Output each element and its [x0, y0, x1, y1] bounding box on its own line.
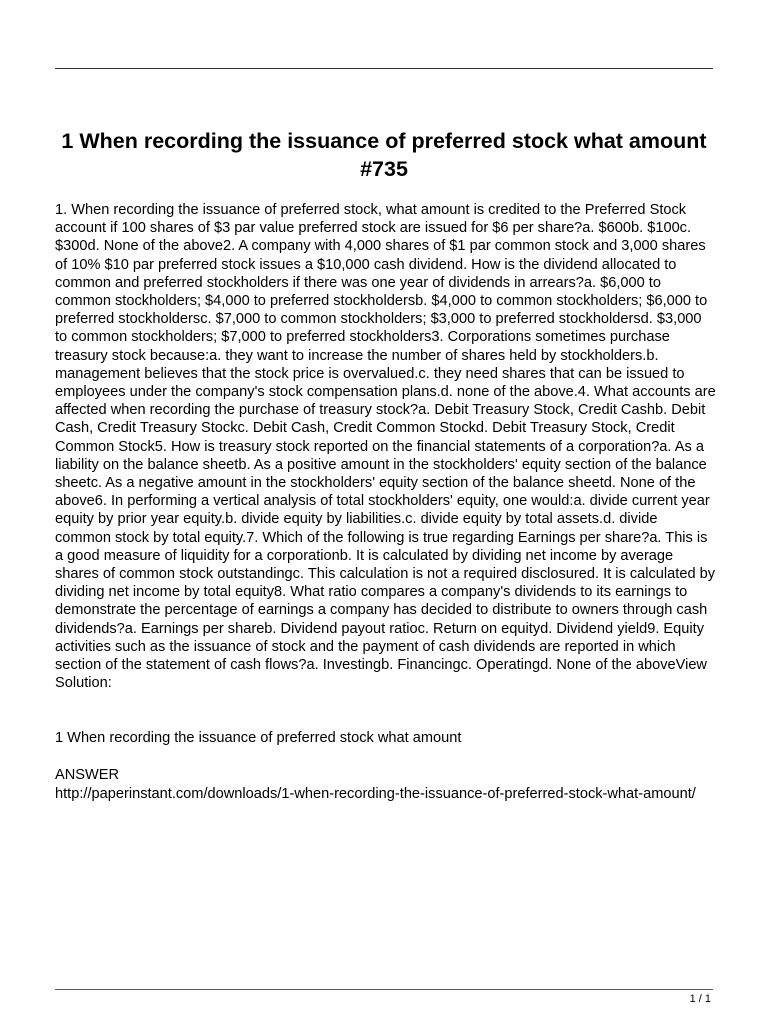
answer-label: ANSWER	[55, 767, 120, 783]
answer-link[interactable]: http://paperinstant.com/downloads/1-when-recording-the-issuance-of-preferred-stock-what-amount/	[55, 786, 696, 802]
document-body: 1. When recording the issuance of preferred stock, what amount is credited to the Preferred Stock account if 100 shares of $3 par value preferred stock are issued for $6 per share?a. $600b. $100c. $300d. None of the above2. A company with 4,000 shares of $1 par common stock and 3,000 shares of 10% $10 par preferred stock issues a $10,000 cash dividend. How is the dividend allocated to common and preferred stockholders if there was one year of dividends in arrears?a. $6,000 to common stockholders; $4,000 to preferred stockholdersb. $4,000 to common stockholders; $6,000 to preferred stockholdersc. $7,000 to common stockholders; $3,000 to preferred stockholdersd. $3,000 to common stockholders; $7,000 to preferred stockholders3. Corporations sometimes purchase treasury stock because:a. they want to increase the number of shares held by stockholders.b. management believes that the stock price is overvalued.c. they need shares that can be issued to employees under the company's stock compensation plans.d. none of the above.4. What accounts are affected when recording the purchase of treasury stock?a. Debit Treasury Stock, Credit Cashb. Debit Cash, Credit Treasury Stockc. Debit Cash, Credit Common Stockd. Debit Treasury Stock, Credit Common Stock5. How is treasury stock reported on the financial statements of a corporation?a. As a liability on the balance sheetb. As a positive amount in the stockholders' equity section of the balance sheetc. As a negative amount in the stockholders' equity section of the balance sheetd. None of the above6. In performing a vertical analysis of total stockholders' equity, one would:a. divide current year equity by prior year equity.b. divide equity by liabilities.c. divide equity by total assets.d. divide common stock by total equity.7. Which of the following is true regarding Earnings per share?a. This is a good measure of liquidity for a corporationb. It is calculated by dividing net income by average shares of common stock outstandingc. This calculation is not a required disclosured. It is calculated by dividing net income by total equity8. What ratio compares a company's dividends to its earnings to demonstrate the percentage of earnings a company has decided to distribute to owners through cash dividends?a. Earnings per shareb. Dividend payout ratioc. Return on equityd. Dividend yield9. Equity activities such as the issuance of stock and the payment of cash dividends are reported in which section of the statement of cash flows?a. Investingb. Financingc. Operatingd. None of the aboveView Solution:	[55, 202, 716, 692]
bottom-divider	[55, 989, 713, 990]
solution-title: 1 When recording the issuance of preferred stock what amount	[55, 730, 462, 746]
top-divider	[55, 68, 713, 69]
document-title: 1 When recording the issuance of preferred stock what amount #735	[61, 129, 707, 181]
page-number: 1 / 1	[689, 993, 711, 1005]
